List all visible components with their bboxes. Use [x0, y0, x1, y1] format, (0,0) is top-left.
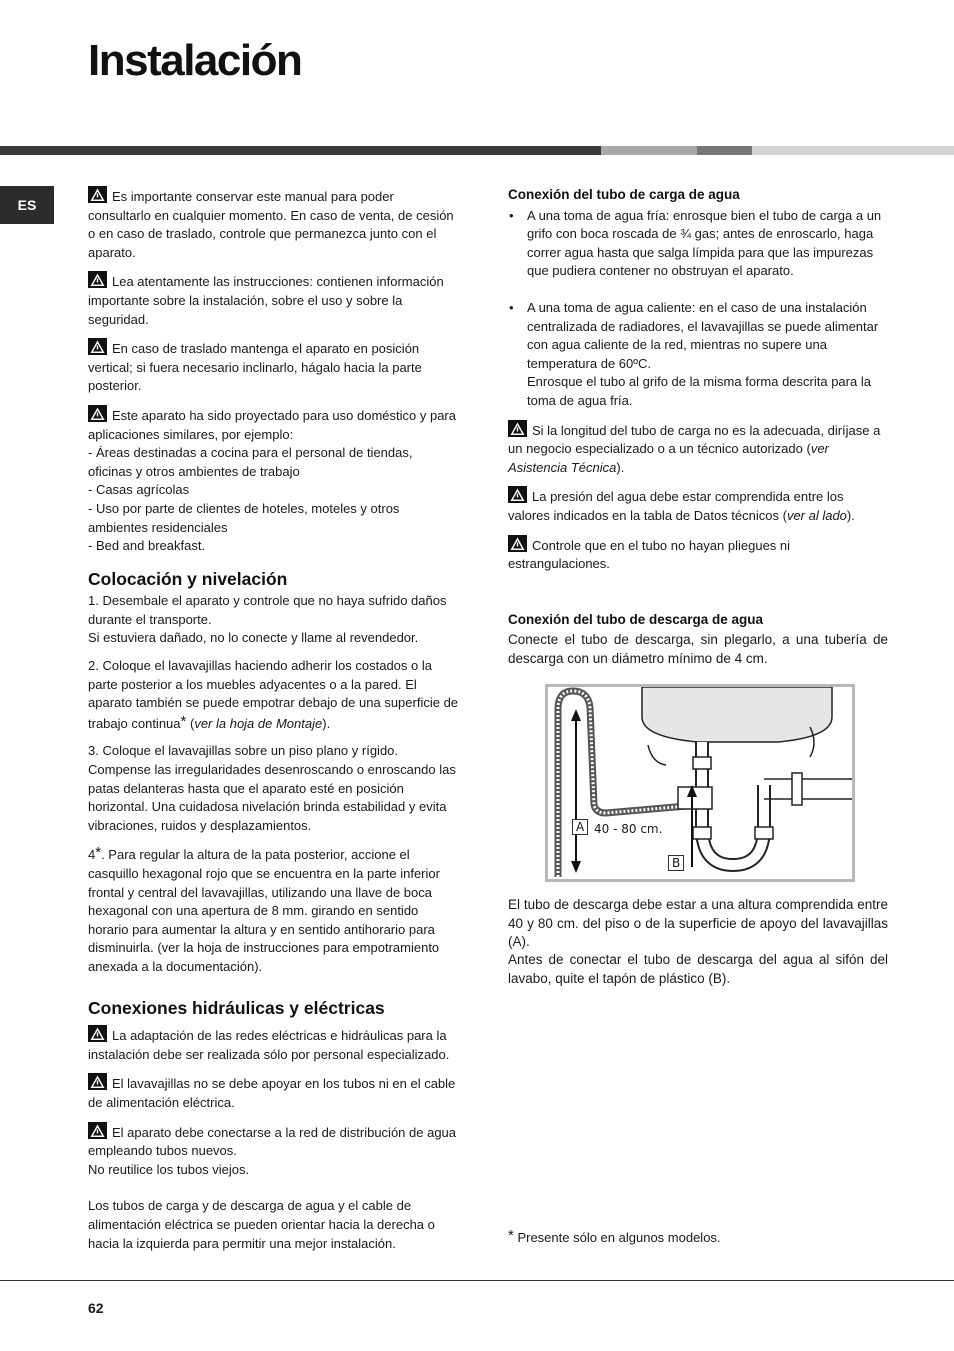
step-2: 2. Coloque el lavavajillas haciendo adherir los costados o la parte posterior a los muebles adyacentes o a la pared. El aparato también se puede empotrar debajo de una superficie de trabajo continua* (ver la hoja de Montaje). — [88, 658, 459, 731]
descarga-cap-paragraph: Antes de conectar el tubo de descarga del agua al sifón del lavabo, quite el tapón de plástico (B). — [508, 952, 888, 986]
step-1: 1. Desembale el aparato y controle que no haya sufrido daños durante el transporte. Si estuviera dañado, no lo conecte y llame al revendedor. — [88, 593, 447, 646]
siphon-inlet — [678, 787, 712, 809]
section-title-conexiones: Conexiones hidráulicas y eléctricas — [88, 997, 385, 1018]
siphon-nut — [755, 827, 773, 839]
header-bar-light — [752, 146, 954, 155]
warning-icon — [88, 338, 107, 355]
diagram-label-b: B — [668, 855, 684, 871]
list-item: - Uso por parte de clientes de hoteles, moteles y otros ambientes residenciales — [88, 500, 400, 535]
list-item: - Áreas destinadas a cocina para el personal de tiendas, oficinas y otros ambientes de trabajo — [88, 445, 413, 479]
warning-new-tubes: El aparato debe conectarse a la red de distribución de agua empleando tubos nuevos. No reutilice los tubos viejos. — [88, 1122, 460, 1180]
left-column — [88, 186, 460, 1262]
warning-icon — [508, 486, 527, 503]
drain-hose-diagram — [545, 684, 855, 882]
tubes-orientation-paragraph: Los tubos de carga y de descarga de agua y el cable de alimentación eléctrica se pueden orientar hacia la derecha o hacia la izquierda para permitir una mejor instalación. — [88, 1198, 435, 1251]
bullet-continuation: Enrosque el tubo al grifo de la misma forma descrita para la toma de agua fría. — [527, 374, 871, 408]
footnote: * Presente sólo en algunos modelos. — [508, 1227, 721, 1245]
page-number: 62 — [88, 1300, 104, 1316]
reference-link: ver la hoja de Montaje — [194, 715, 323, 731]
warning-icon — [88, 271, 107, 288]
warning-icon — [88, 1025, 107, 1042]
list-item: - Casas agrícolas — [88, 482, 190, 498]
arrowhead-down — [571, 861, 581, 873]
warning-icon — [88, 1073, 107, 1090]
descarga-height-paragraph: El tubo de descarga debe estar a una altura comprendida entre 40 y 80 cm. del piso o de la superficie de apoyo del lavavajillas (A). — [508, 897, 888, 949]
arrowhead-up — [571, 709, 581, 721]
siphon-nut — [693, 757, 711, 769]
warning-tube-length: Si la longitud del tubo de carga no es la adecuada, diríjase a un negocio especializado o a un técnico autorizado (ver Asistencia Técnica). — [508, 420, 888, 478]
warning-icon — [88, 186, 107, 203]
warning-icon — [88, 1122, 107, 1139]
reference-link: ver al lado — [786, 507, 847, 523]
step-3: 3. Coloque el lavavajillas sobre un piso plano y rígido. Compense las irregularidades desenroscando o enroscando las patas delanteras hasta que el aparato esté en posición horizontal. Una cuidadosa nivelación brinda estabilidad y evita vibraciones, ruidos y desplazamientos. — [88, 743, 456, 833]
carga-list — [508, 207, 888, 374]
warning-transport: En caso de traslado mantenga el aparato en posición vertical; si fuera necesario inclinarlo, hágalo hacia la parte posterior. — [88, 338, 460, 396]
outlet-nut — [792, 773, 802, 805]
drain-hose-illustration — [548, 687, 852, 879]
header-bar-dark — [0, 146, 601, 155]
warning-specialized-staff: La adaptación de las redes eléctricas e hidráulicas para la instalación debe ser realizada sólo por personal especializado. — [88, 1025, 460, 1064]
warning-tube-kinks: Controle que en el tubo no hayan pliegues ni estrangulaciones. — [508, 535, 888, 574]
page-title: Instalación — [88, 36, 302, 85]
sink-basin — [642, 687, 832, 742]
warning-icon — [508, 535, 527, 552]
warning-icon — [88, 405, 107, 422]
section-title-descarga: Conexión del tubo de descarga de agua — [508, 611, 764, 627]
warning-keep-manual: Es importante conservar este manual para poder consultarlo en cualquier momento. En caso de venta, de cesión o en caso de traslado, controle que permanezca junto con el aparato. — [88, 186, 460, 262]
language-tab: ES — [0, 186, 54, 224]
siphon-nut — [693, 827, 711, 839]
diagram-label-a: A — [572, 819, 588, 835]
footer-divider — [0, 1280, 954, 1281]
warning-domestic-use: Este aparato ha sido proyectado para uso doméstico y para aplicaciones similares, por ejemplo: - Áreas destinadas a cocina para el personal de tiendas, oficinas y otros ambientes de trabajo - Casas agrícolas - Uso por parte de clientes de hoteles, moteles y otros ambientes residenciales - Bed and breakfast. — [88, 405, 460, 556]
diagram-range-label: 40 - 80 cm. — [594, 822, 663, 837]
warning-tubes-cable: El lavavajillas no se debe apoyar en los tubos ni en el cable de alimentación eléctrica. — [88, 1073, 460, 1112]
descarga-intro: Conecte el tubo de descarga, sin plegarlo, a una tubería de descarga con un diámetro mínimo de 4 cm. — [508, 632, 888, 666]
header-bar-dark2 — [697, 146, 752, 155]
step-4: 4*. Para regular la altura de la pata posterior, accione el casquillo hexagonal rojo que se encuentra en la parte inferior frontal y central del lavavajillas, utilizando una llave de boca hexagonal con una apertura de 8 mm. girando en sentido horario para aumentar la altura y en sentido antihorario para disminuirla. (ver la hoja de instrucciones para empotramiento anexada a la documentación). — [88, 844, 440, 974]
right-column — [508, 186, 888, 988]
section-title-colocacion: Colocación y nivelación — [88, 568, 288, 589]
list-item: • A una toma de agua fría: enrosque bien el tubo de carga a un grifo con boca roscada de ¾ gas; antes de enroscarlo, haga correr agua hasta que salga límpida para que las impurezas que pudiera contener no obstruyan el aparato. — [509, 207, 882, 279]
header-bar-mid — [601, 146, 697, 155]
outlet-pipe — [764, 779, 852, 799]
warning-read-instructions: Lea atentamente las instrucciones: contienen información importante sobre la instalación, sobre el uso y sobre la seguridad. — [88, 271, 460, 329]
section-title-carga: Conexión del tubo de carga de agua — [508, 187, 740, 202]
warning-icon — [508, 420, 527, 437]
warning-water-pressure: La presión del agua debe estar comprendida entre los valores indicados en la tabla de Datos técnicos (ver al lado). — [508, 486, 888, 525]
reference-link: ver Asistencia Técnica — [508, 441, 829, 475]
list-item: - Bed and breakfast. — [88, 538, 206, 554]
list-item: • A una toma de agua caliente: en el caso de una instalación centralizada de radiadores, el lavavajillas se puede alimentar con agua caliente de la red, mientras no supere una temperatura de 60ºC. — [509, 299, 879, 371]
